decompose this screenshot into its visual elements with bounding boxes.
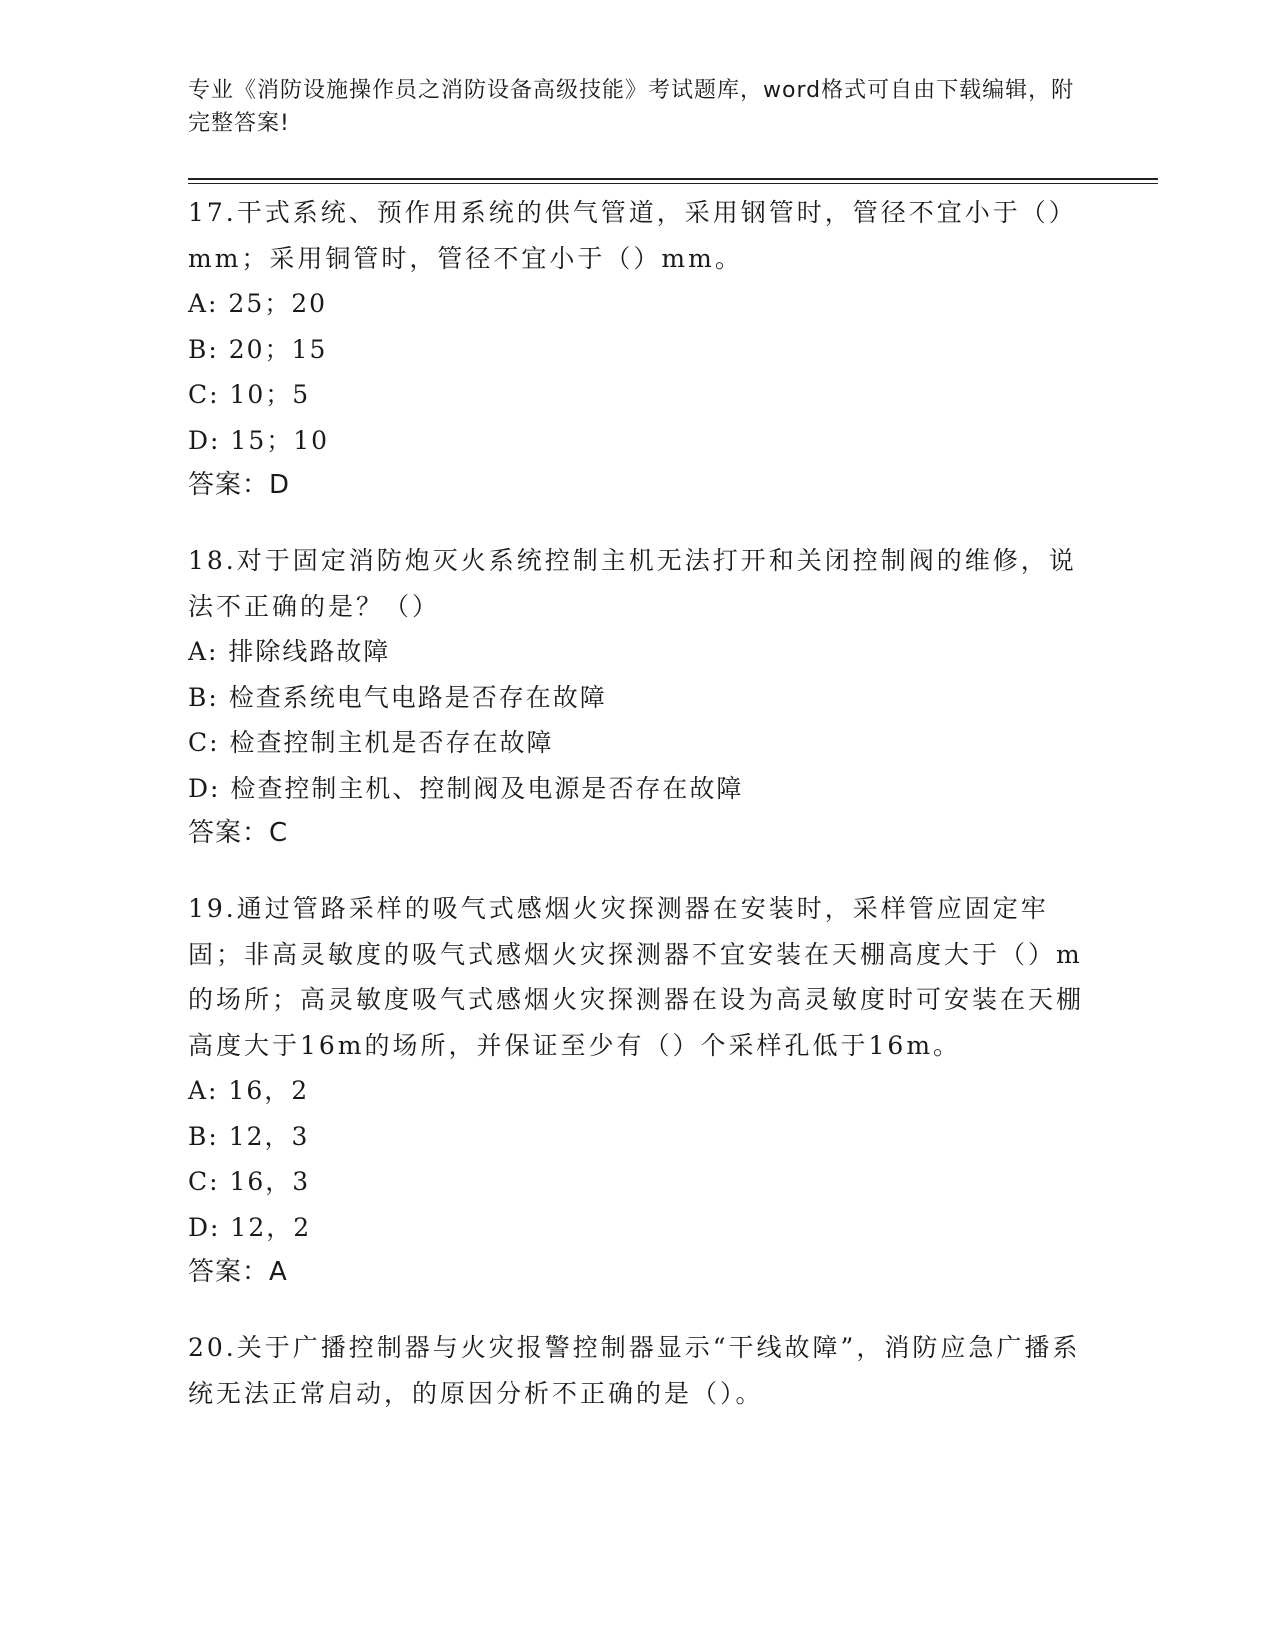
option-a: A: 25；20 <box>188 289 328 318</box>
answer: 答案：A <box>188 1257 288 1287</box>
answer: 答案：C <box>188 818 289 848</box>
option-a: A: 16，2 <box>188 1076 310 1105</box>
document-header: 专业《消防设施操作员之消防设备高级技能》考试题库，word格式可自由下载编辑，附完整答案! <box>188 78 1075 136</box>
question-18 <box>188 538 1088 856</box>
header-divider-thin <box>188 183 1158 184</box>
question-stem: 20.关于广播控制器与火灾报警控制器显示“干线故障”，消防应急广播系统无法正常启动，的原因分析不正确的是（）。 <box>188 1333 1081 1408</box>
option-b: B: 检查系统电气电路是否存在故障 <box>188 682 607 712</box>
question-stem: 17.干式系统、预作用系统的供气管道，采用钢管时，管径不宜小于（）mm；采用铜管时，管径不宜小于（）mm。 <box>188 198 1077 273</box>
question-17 <box>188 190 1088 508</box>
option-c: C: 检查控制主机是否存在故障 <box>188 728 554 757</box>
question-20 <box>188 1325 1088 1416</box>
option-a: A: 排除线路故障 <box>188 637 391 666</box>
header-divider-thick <box>188 178 1158 180</box>
option-d: D: 15；10 <box>188 425 330 455</box>
answer: 答案：D <box>188 470 291 500</box>
option-d: D: 检查控制主机、控制阀及电源是否存在故障 <box>188 773 744 803</box>
question-stem: 18.对于固定消防炮灭火系统控制主机无法打开和关闭控制阀的维修，说法不正确的是？（） <box>188 546 1077 621</box>
option-c: C: 16，3 <box>188 1167 311 1196</box>
question-stem: 19.通过管路采样的吸气式感烟火灾探测器在安装时，采样管应固定牢固；非高灵敏度的吸气式感烟火灾探测器不宜安装在天棚高度大于（）m的场所；高灵敏度吸气式感烟火灾探测器在设为高灵敏度时可安装在天棚高度大于16m的场所，并保证至少有（）个采样孔低于16m。 <box>188 894 1085 1060</box>
question-list <box>188 190 1088 1446</box>
option-d: D: 12，2 <box>188 1212 312 1242</box>
option-b: B: 20；15 <box>188 334 328 364</box>
option-b: B: 12，3 <box>188 1121 310 1151</box>
question-19 <box>188 886 1088 1295</box>
option-c: C: 10；5 <box>188 380 311 409</box>
